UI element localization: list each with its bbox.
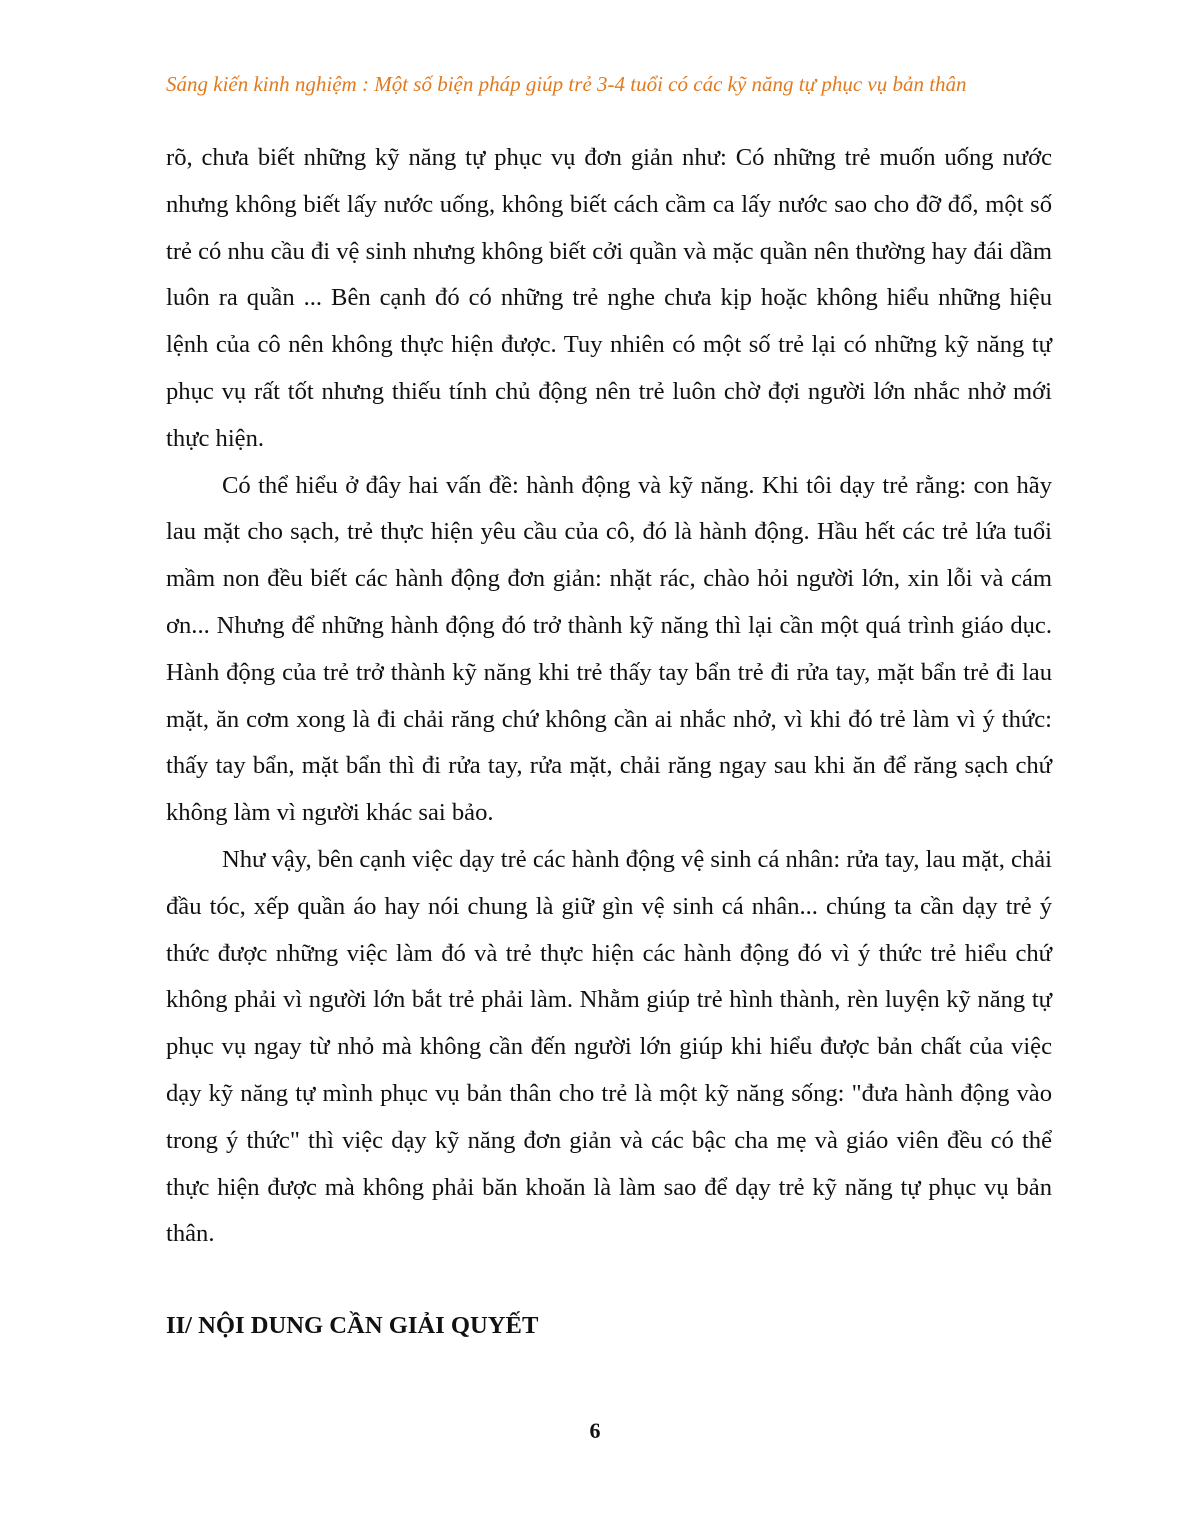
paragraph-continuation: rõ, chưa biết những kỹ năng tự phục vụ đơn giản như: Có những trẻ muốn uống nước nhưng không biết lấy nước uống, không biết cách cầm ca lấy nước sao cho đỡ đổ, một số trẻ có nhu cầu đi vệ sinh nhưng không biết cởi quần và mặc quần nên thường hay đái dầm luôn ra quần ... Bên cạnh đó có những trẻ nghe chưa kịp hoặc không hiểu những hiệu lệnh của cô nên không thực hiện được. Tuy nhiên có một số trẻ lại có những kỹ năng tự phục vụ rất tốt nhưng thiếu tính chủ động nên trẻ luôn chờ đợi người lớn nhắc nhở mới thực hiện. [166, 144, 1052, 452]
section-heading: II/ NỘI DUNG CẦN GIẢI QUYẾT [166, 1312, 539, 1339]
page-number: 6 [589, 1418, 601, 1443]
running-header: Sáng kiến kinh nghiệm : Một số biện pháp giúp trẻ 3-4 tuổi có các kỹ năng tự phục vụ bản thân [166, 72, 967, 96]
body-text [166, 135, 1052, 1258]
paragraph-conclusion: Như vậy, bên cạnh việc dạy trẻ các hành động vệ sinh cá nhân: rửa tay, lau mặt, chải đầu tóc, xếp quần áo hay nói chung là giữ gìn vệ sinh cá nhân... chúng ta cần dạy trẻ ý thức được những việc làm đó và trẻ thực hiện các hành động đó vì ý thức trẻ hiểu chứ không phải vì người lớn bắt trẻ phải làm. Nhằm giúp trẻ hình thành, rèn luyện kỹ năng tự phục vụ ngay từ nhỏ mà không cần đến người lớn giúp khi hiểu được bản chất của việc dạy kỹ năng tự mình phục vụ bản thân cho trẻ là một kỹ năng sống: "đưa hành động vào trong ý thức" thì việc dạy kỹ năng đơn giản và các bậc cha mẹ và giáo viên đều có thể thực hiện được mà không phải băn khoăn là làm sao để dạy trẻ kỹ năng tự phục vụ bản thân. [166, 845, 1052, 1248]
paragraph-actions-vs-skills: Có thể hiểu ở đây hai vấn đề: hành động và kỹ năng. Khi tôi dạy trẻ rằng: con hãy lau mặt cho sạch, trẻ thực hiện yêu cầu của cô, đó là hành động. Hầu hết các trẻ lứa tuổi mầm non đều biết các hành động đơn giản: nhặt rác, chào hỏi người lớn, xin lỗi và cám ơn... Nhưng để những hành động đó trở thành kỹ năng thì lại cần một quá trình giáo dục. Hành động của trẻ trở thành kỹ năng khi trẻ thấy tay bẩn trẻ đi rửa tay, mặt bẩn trẻ đi lau mặt, ăn cơm xong là đi chải răng chứ không cần ai nhắc nhở, vì khi đó trẻ làm vì ý thức: thấy tay bẩn, mặt bẩn thì đi rửa tay, rửa mặt, chải răng ngay sau khi ăn để răng sạch chứ không làm vì người khác sai bảo. [166, 471, 1052, 827]
